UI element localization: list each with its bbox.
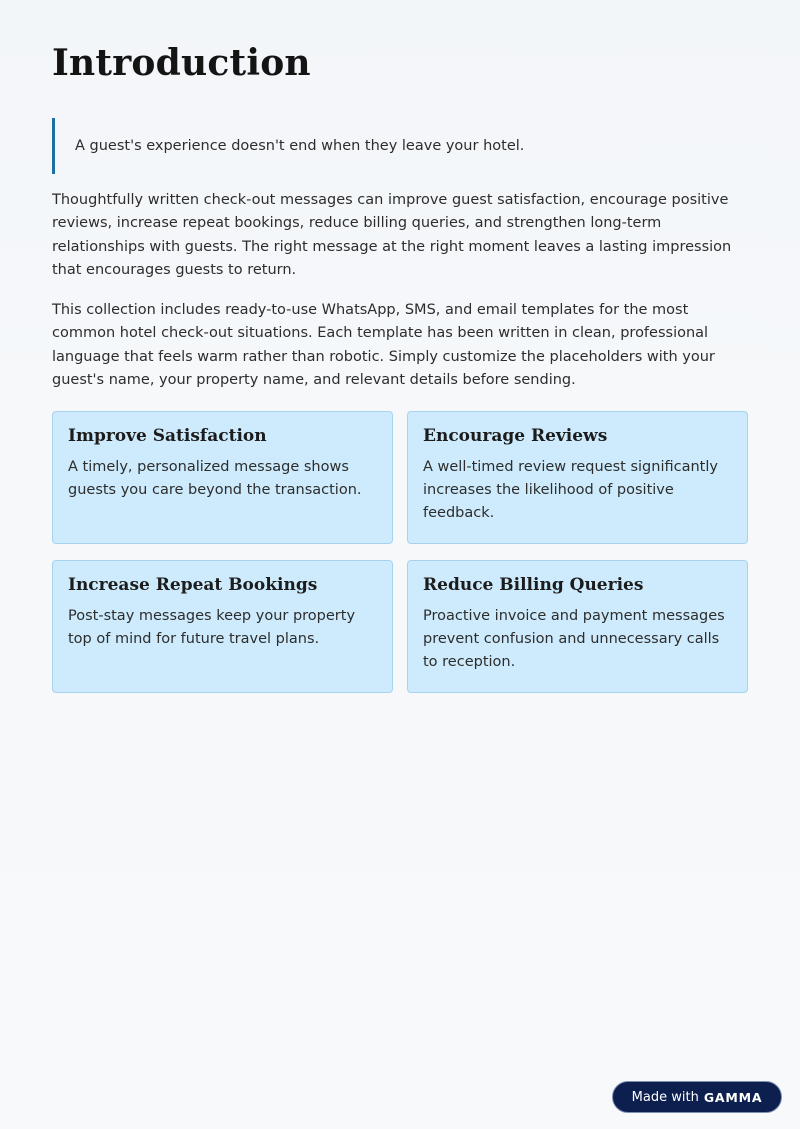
card-title: Improve Satisfaction: [68, 426, 267, 446]
card-encourage-reviews: [407, 411, 748, 544]
callout-quote: [52, 118, 748, 174]
card-body: Post-stay messages keep your property top of mind for future travel plans.: [68, 608, 356, 647]
card-reduce-billing-queries: [407, 560, 748, 693]
card-increase-repeat-bookings: [52, 560, 393, 693]
made-with-gamma-badge[interactable]: [612, 1081, 782, 1113]
card-improve-satisfaction: [52, 411, 393, 544]
badge-prefix: Made with: [631, 1089, 699, 1105]
intro-paragraph-2: This collection includes ready-to-use WhatsApp, SMS, and email templates for the most common hotel check-out situations. Each template has been written in clean, professional language that feels warm rather than robotic. Simply customize the placeholders with your guest's name, your property name, and relevant details before sending.: [52, 302, 715, 388]
card-title: Encourage Reviews: [423, 426, 608, 446]
card-body: Proactive invoice and payment messages prevent confusion and unnecessary calls to reception.: [423, 608, 725, 670]
card-body: A timely, personalized message shows guests you care beyond the transaction.: [68, 459, 362, 498]
card-title: Increase Repeat Bookings: [68, 575, 318, 595]
page-title: Introduction: [52, 42, 311, 84]
intro-paragraph-1: Thoughtfully written check-out messages can improve guest satisfaction, encourage positive reviews, increase repeat bookings, reduce billing queries, and strengthen long-term relationships with guests. The right message at the right moment leaves a lasting impression that encourages guests to return.: [52, 192, 732, 278]
card-title: Reduce Billing Queries: [423, 575, 644, 595]
card-body: A well-timed review request significantly increases the likelihood of positive feedback.: [423, 459, 718, 521]
benefit-cards-grid: [52, 411, 748, 693]
gamma-logo: GAMMA: [703, 1089, 763, 1105]
callout-text: A guest's experience doesn't end when they leave your hotel.: [75, 138, 525, 154]
